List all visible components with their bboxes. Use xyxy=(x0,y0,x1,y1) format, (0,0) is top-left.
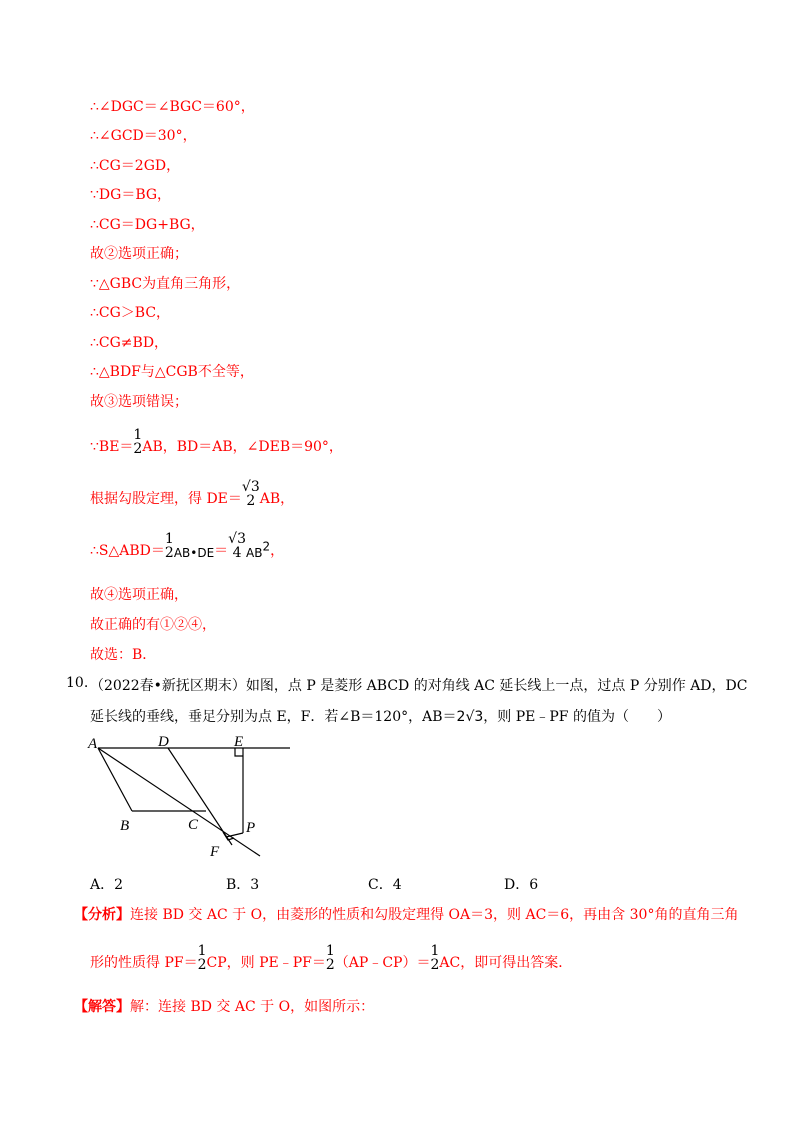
fraction-sqrt3-over-2 xyxy=(242,480,260,508)
area-eq: ＝ xyxy=(214,543,229,559)
fraction-numerator: 1 xyxy=(197,943,207,959)
solution-line-2: ∴∠GCD＝30°， xyxy=(90,128,197,144)
option-b: B．3 xyxy=(226,877,260,893)
fraction-half xyxy=(165,532,174,560)
fraction-half xyxy=(430,944,439,972)
fraction-half xyxy=(133,428,142,456)
side-ab xyxy=(98,748,132,811)
fraction-denominator: 2 xyxy=(164,545,174,561)
answer-line xyxy=(74,996,374,1016)
analysis-line-1 xyxy=(74,904,738,924)
fraction-denominator: 4 xyxy=(232,545,242,561)
analysis-text-2b: CP，则 PE﹣PF＝ xyxy=(206,955,326,971)
solution-line-9: ∴CG≠BD， xyxy=(90,335,169,351)
label-c: C xyxy=(188,817,199,833)
option-c: C．4 xyxy=(368,877,402,893)
fraction-numerator: 1 xyxy=(430,943,440,959)
solution-line-6: 故②选项正确； xyxy=(90,246,188,262)
area-exponent: 2 xyxy=(262,539,271,554)
question-line-2-a: 延长线的垂线，垂足分别为点 E，F．若∠B＝120°，AB＝ xyxy=(90,709,457,725)
solution-tail-3: 故选：B． xyxy=(90,647,157,663)
solution-tail-2: 故正确的有①②④， xyxy=(90,617,216,633)
fraction-numerator: √3 xyxy=(241,479,260,495)
label-p: P xyxy=(246,820,256,836)
line-df xyxy=(168,748,232,845)
analysis-text-2a: 形的性质得 PF＝ xyxy=(90,955,198,971)
de-suffix: AB， xyxy=(259,491,295,507)
fraction-numerator: 1 xyxy=(325,943,335,959)
solution-tail-1: 故④选项正确， xyxy=(90,587,188,603)
solution-line-11: 故③选项错误； xyxy=(90,394,188,410)
solution-line-8: ∴CG＞BC， xyxy=(90,305,171,321)
solution-line-7: ∵△GBC为直角三角形， xyxy=(90,276,241,292)
analysis-text-2d: AC，即可得出答案． xyxy=(439,955,573,971)
solution-line-5: ∴CG＝DG+BG， xyxy=(90,217,205,233)
fraction-numerator: 1 xyxy=(164,531,174,547)
solution-line-3: ∴CG＝2GD， xyxy=(90,158,181,174)
area-end: ， xyxy=(270,543,285,559)
question-number: 10. xyxy=(66,675,89,691)
analysis-tag: 【分析】 xyxy=(74,907,130,923)
be-line xyxy=(90,428,343,456)
question-line-2-b: ，则 PE﹣PF 的值为（ ） xyxy=(483,709,671,725)
fraction-denominator: 2 xyxy=(246,493,256,509)
fraction-denominator: 2 xyxy=(430,957,440,973)
question-line-2 xyxy=(90,706,671,726)
solution-line-4: ∵DG＝BG， xyxy=(90,187,172,203)
fraction-denominator: 2 xyxy=(133,441,143,457)
de-line xyxy=(90,480,294,508)
be-prefix: ∵BE＝ xyxy=(90,439,134,455)
fraction-half xyxy=(198,944,207,972)
ab-value: 2√3 xyxy=(456,709,484,725)
analysis-text-1: 连接 BD 交 AC 于 O，由菱形的性质和勾股定理得 OA＝3，则 AC＝6，再由含 30°角的直角三角 xyxy=(130,907,739,923)
option-a: A．2 xyxy=(90,877,124,893)
fraction-denominator: 2 xyxy=(197,957,207,973)
label-b: B xyxy=(120,818,130,834)
area-mid: AB•DE xyxy=(173,546,215,560)
area-line xyxy=(90,532,284,560)
question-line-1: （2022春•新抚区期末）如图，点 P 是菱形 ABCD 的对角线 AC 延长线上一点，过点 P 分别作 AD，DC xyxy=(90,678,748,694)
area-tail: AB xyxy=(245,546,263,560)
solution-line-10: ∴△BDF与△CGB不全等， xyxy=(90,364,254,380)
option-d: D．6 xyxy=(504,877,539,893)
fraction-numerator: 1 xyxy=(133,427,143,443)
fraction-sqrt3-over-4 xyxy=(228,532,246,560)
analysis-line-2 xyxy=(90,944,572,972)
fraction-numerator: √3 xyxy=(228,531,246,547)
fraction-half xyxy=(326,944,335,972)
be-suffix: AB，BD＝AB，∠DEB＝90°， xyxy=(142,439,343,455)
solution-line-1: ∴∠DGC＝∠BGC＝60°， xyxy=(90,99,255,115)
label-a: A xyxy=(88,736,98,752)
fraction-denominator: 2 xyxy=(325,957,335,973)
rhombus-figure xyxy=(80,728,300,868)
label-d: D xyxy=(158,734,169,750)
answer-text: 解：连接 BD 交 AC 于 O，如图所示： xyxy=(130,999,375,1015)
analysis-text-2c: （AP﹣CP）＝ xyxy=(334,955,431,971)
area-prefix: ∴S△ABD＝ xyxy=(90,543,165,559)
label-f: F xyxy=(210,844,220,860)
answer-tag: 【解答】 xyxy=(74,999,130,1015)
label-e: E xyxy=(234,734,244,750)
de-prefix: 根据勾股定理，得 DE＝ xyxy=(90,491,242,507)
